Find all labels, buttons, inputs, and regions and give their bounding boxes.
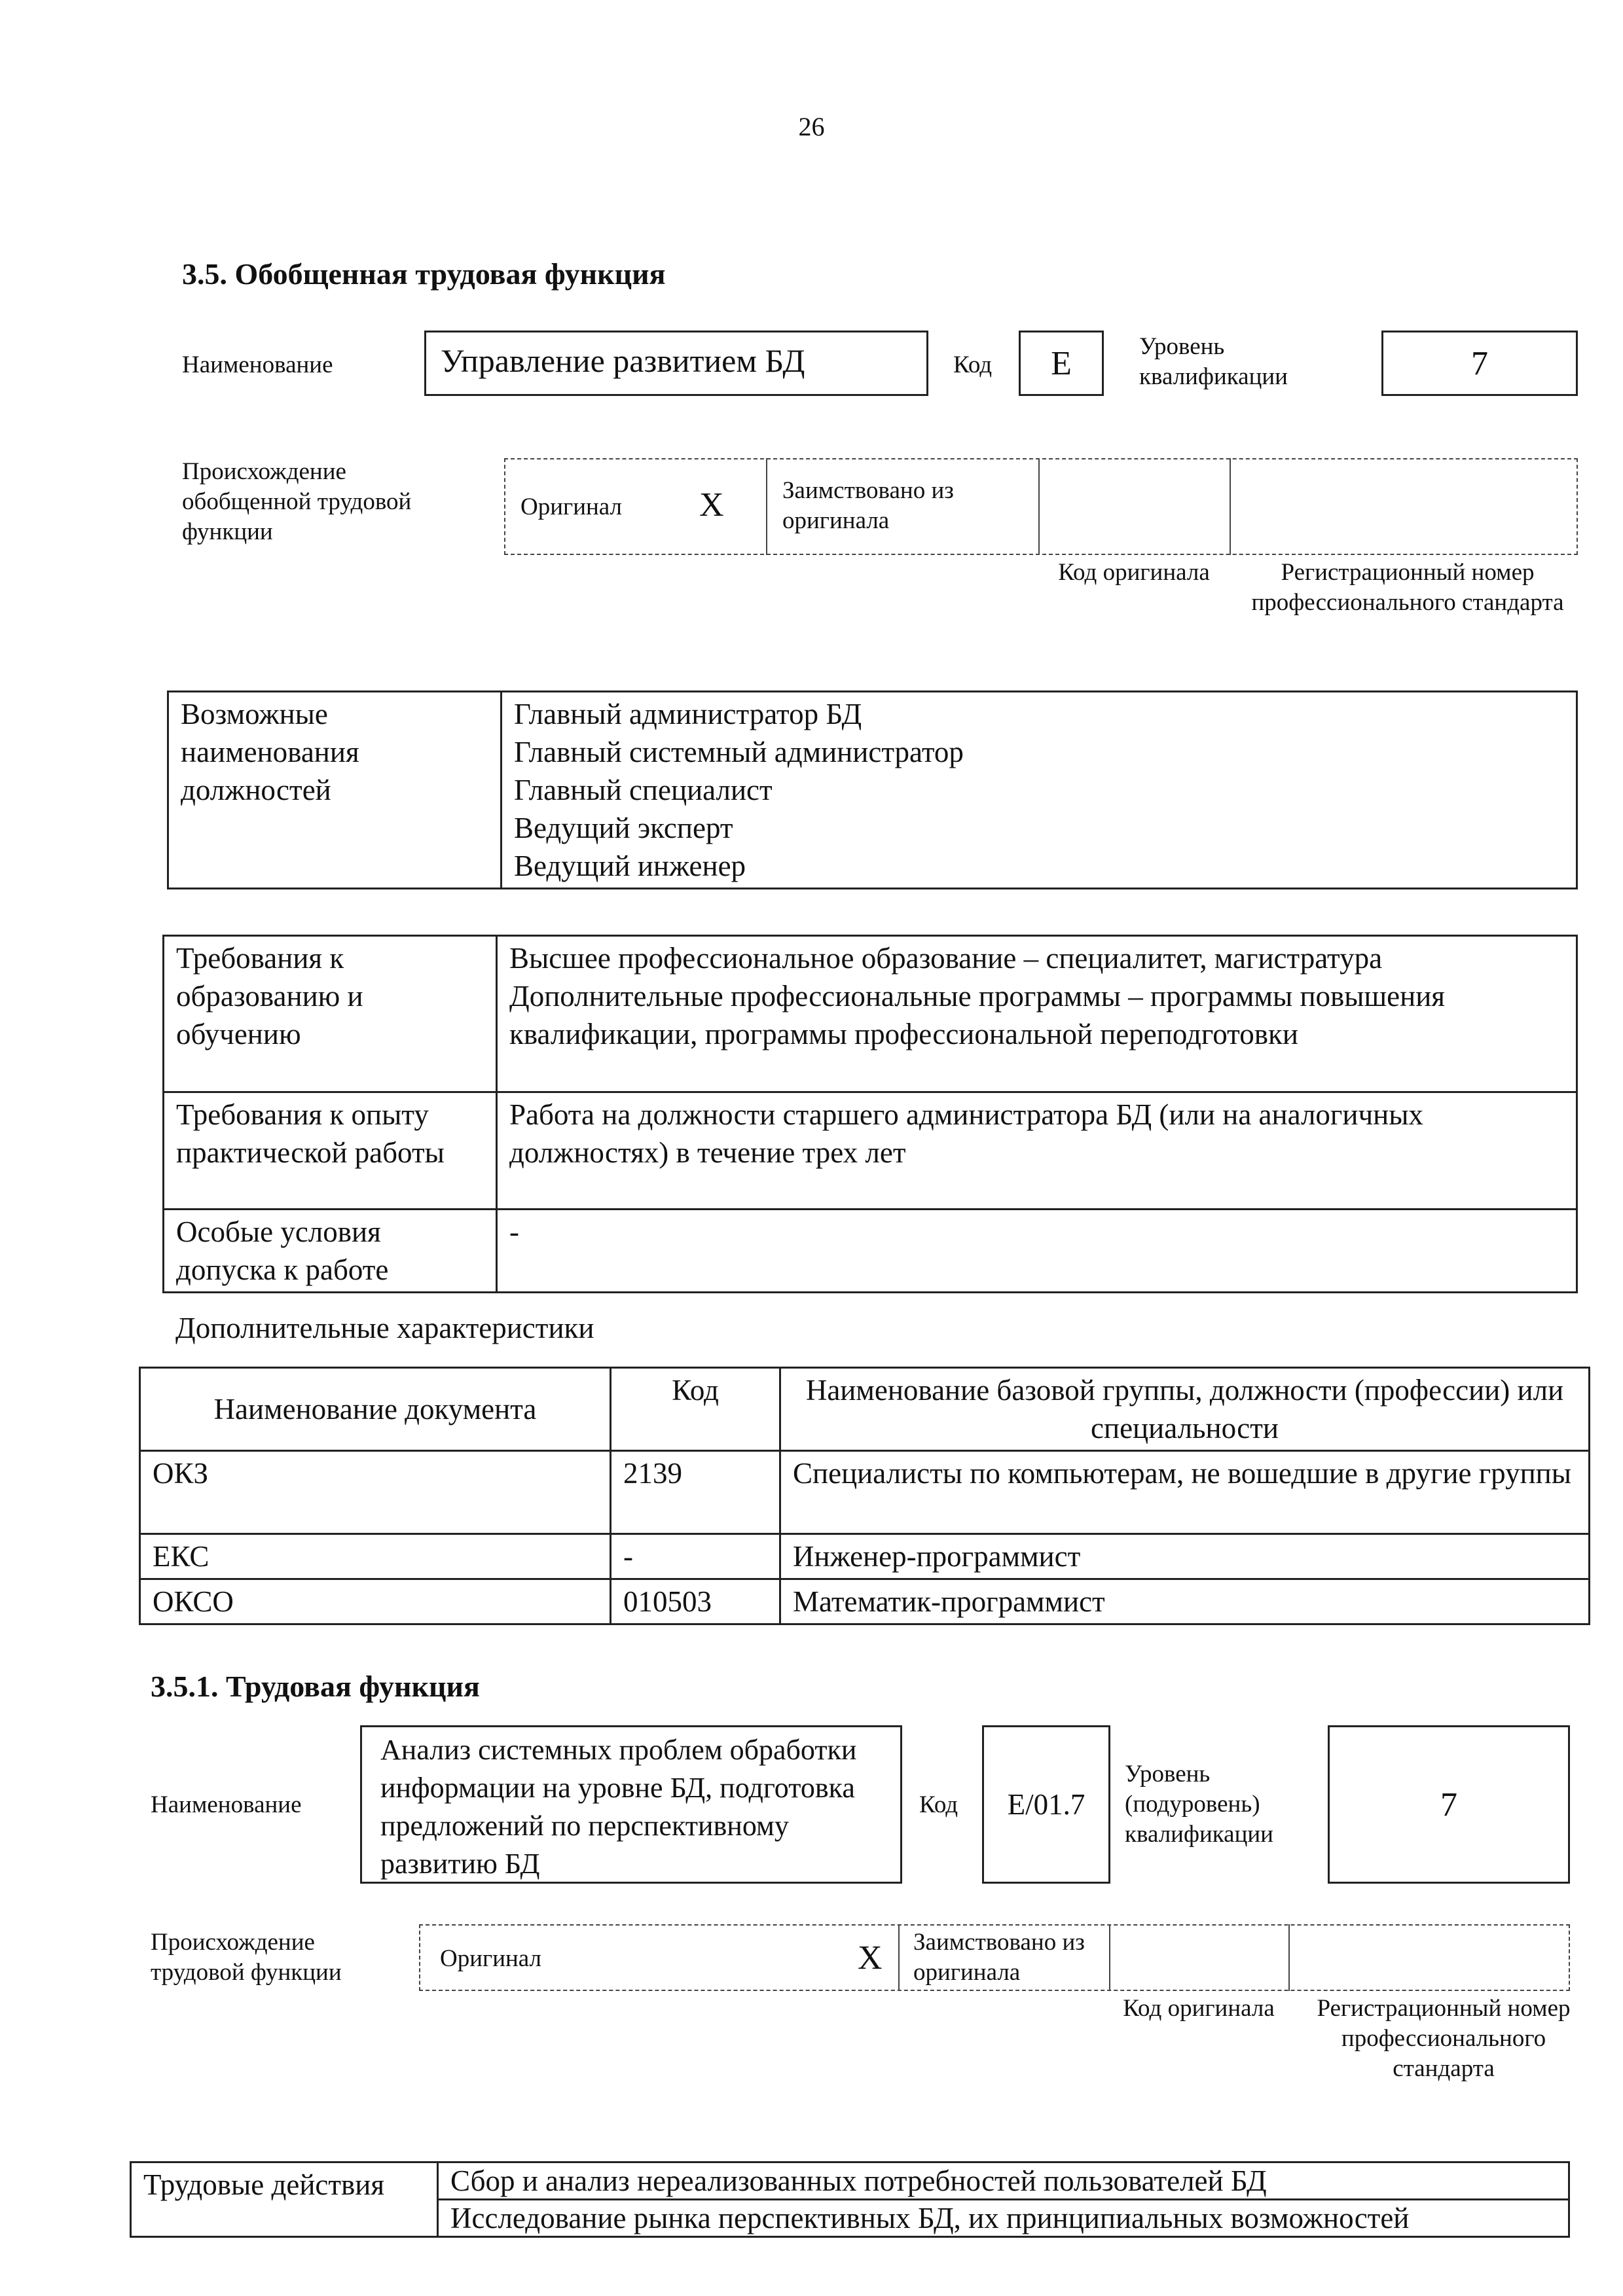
- table-row: [140, 1534, 1590, 1579]
- name-label: Наименование: [182, 351, 333, 378]
- row-name: Математик-программист: [780, 1579, 1590, 1624]
- position-item: Главный администратор БД: [514, 698, 862, 730]
- labor-action-item: Исследование рынка перспективных БД, их принципиальных возможностей: [438, 2200, 1569, 2237]
- origin-borrowed: Заимствовано из оригинала: [782, 477, 954, 534]
- experience-value: Работа на должности старшего администратора БД (или на аналогичных должностях) в течение трех лет: [497, 1092, 1577, 1210]
- positions-list: [501, 692, 1577, 889]
- lf-origin-borrowed: Заимствовано из оригинала: [913, 1929, 1085, 1986]
- position-item: Ведущий эксперт: [514, 812, 733, 844]
- lf-origin-label: Происхождение трудовой функции: [151, 1929, 342, 1986]
- additional-title: Дополнительные характеристики: [175, 1312, 594, 1344]
- lf-origin-mark: X: [858, 1939, 883, 1977]
- function-name: Управление развитием БД: [441, 342, 805, 379]
- header-group-name: Наименование базовой группы, должности (профессии) или специальности: [780, 1368, 1590, 1451]
- qualification-level-label: Уровень квалификации: [1139, 333, 1288, 390]
- row-code: 010503: [611, 1579, 780, 1624]
- lf-code: E/01.7: [982, 1725, 1110, 1884]
- lf-level-label: Уровень (подуровень) квалификации: [1125, 1761, 1273, 1848]
- row-doc: ОКСО: [140, 1579, 611, 1624]
- origin-table: [504, 458, 1578, 555]
- origin-label: Происхождение обобщенной трудовой функции: [182, 458, 412, 545]
- table-row: [140, 1451, 1590, 1534]
- row-doc: ОКЗ: [140, 1451, 611, 1534]
- position-item: Главный специалист: [514, 774, 773, 806]
- labor-actions-table: [130, 2161, 1570, 2238]
- code-label: Код: [953, 351, 993, 378]
- experience-label: Требования к опыту практической работы: [164, 1092, 497, 1210]
- page-number: 26: [798, 112, 825, 141]
- position-item: Главный системный администратор: [514, 736, 964, 768]
- lf-reg-number-caption: Регистрационный номер профессионального стандарта: [1317, 1995, 1571, 2082]
- qualification-level: 7: [1381, 331, 1578, 396]
- special-conditions-label: Особые условия допуска к работе: [164, 1210, 497, 1293]
- education-label: Требования к образованию и обучению: [164, 936, 497, 1092]
- lf-name: Анализ системных проблем обработки информации на уровне БД, подготовка предложений по перспективному развитию БД: [380, 1734, 857, 1880]
- position-item: Ведущий инженер: [514, 850, 746, 882]
- lf-level: 7: [1328, 1725, 1570, 1884]
- table-row: [140, 1579, 1590, 1624]
- lf-origin-original: Оригинал: [440, 1945, 542, 1972]
- labor-action-item: Сбор и анализ нереализованных потребностей пользователей БД: [438, 2162, 1569, 2200]
- row-name: Специалисты по компьютерам, не вошедшие в другие группы: [780, 1451, 1590, 1534]
- lf-name-label: Наименование: [151, 1791, 302, 1818]
- origin-original: Оригинал: [520, 493, 623, 520]
- reg-number-caption: Регистрационный номер профессионального стандарта: [1251, 559, 1564, 616]
- lf-code-original-caption: Код оригинала: [1123, 1995, 1275, 2022]
- special-conditions-value: -: [497, 1210, 1577, 1293]
- section-heading: 3.5. Обобщенная трудовая функция: [182, 257, 666, 291]
- additional-table: [139, 1367, 1590, 1625]
- function-name-box: [424, 331, 928, 396]
- lf-name-box: [360, 1725, 902, 1884]
- requirements-table: [162, 935, 1578, 1293]
- header-doc-name: Наименование документа: [140, 1368, 611, 1451]
- function-code: E: [1019, 331, 1104, 396]
- positions-label: Возможные наименования должностей: [168, 692, 501, 889]
- header-code: Код: [611, 1368, 780, 1451]
- row-name: Инженер-программист: [780, 1534, 1590, 1579]
- row-code: 2139: [611, 1451, 780, 1534]
- origin-mark: X: [699, 486, 724, 524]
- positions-table: [167, 691, 1578, 889]
- education-value: Высшее профессиональное образование – специалитет, магистратура Дополнительные профессиональные программы – программы повышения квалификации, программы профессиональной переподготовки: [497, 936, 1577, 1092]
- code-original-caption: Код оригинала: [1058, 559, 1210, 586]
- labor-actions-label: Трудовые действия: [131, 2162, 438, 2237]
- subsection-heading: 3.5.1. Трудовая функция: [151, 1670, 480, 1703]
- row-code: -: [611, 1534, 780, 1579]
- lf-code-label: Код: [919, 1791, 958, 1818]
- row-doc: ЕКС: [140, 1534, 611, 1579]
